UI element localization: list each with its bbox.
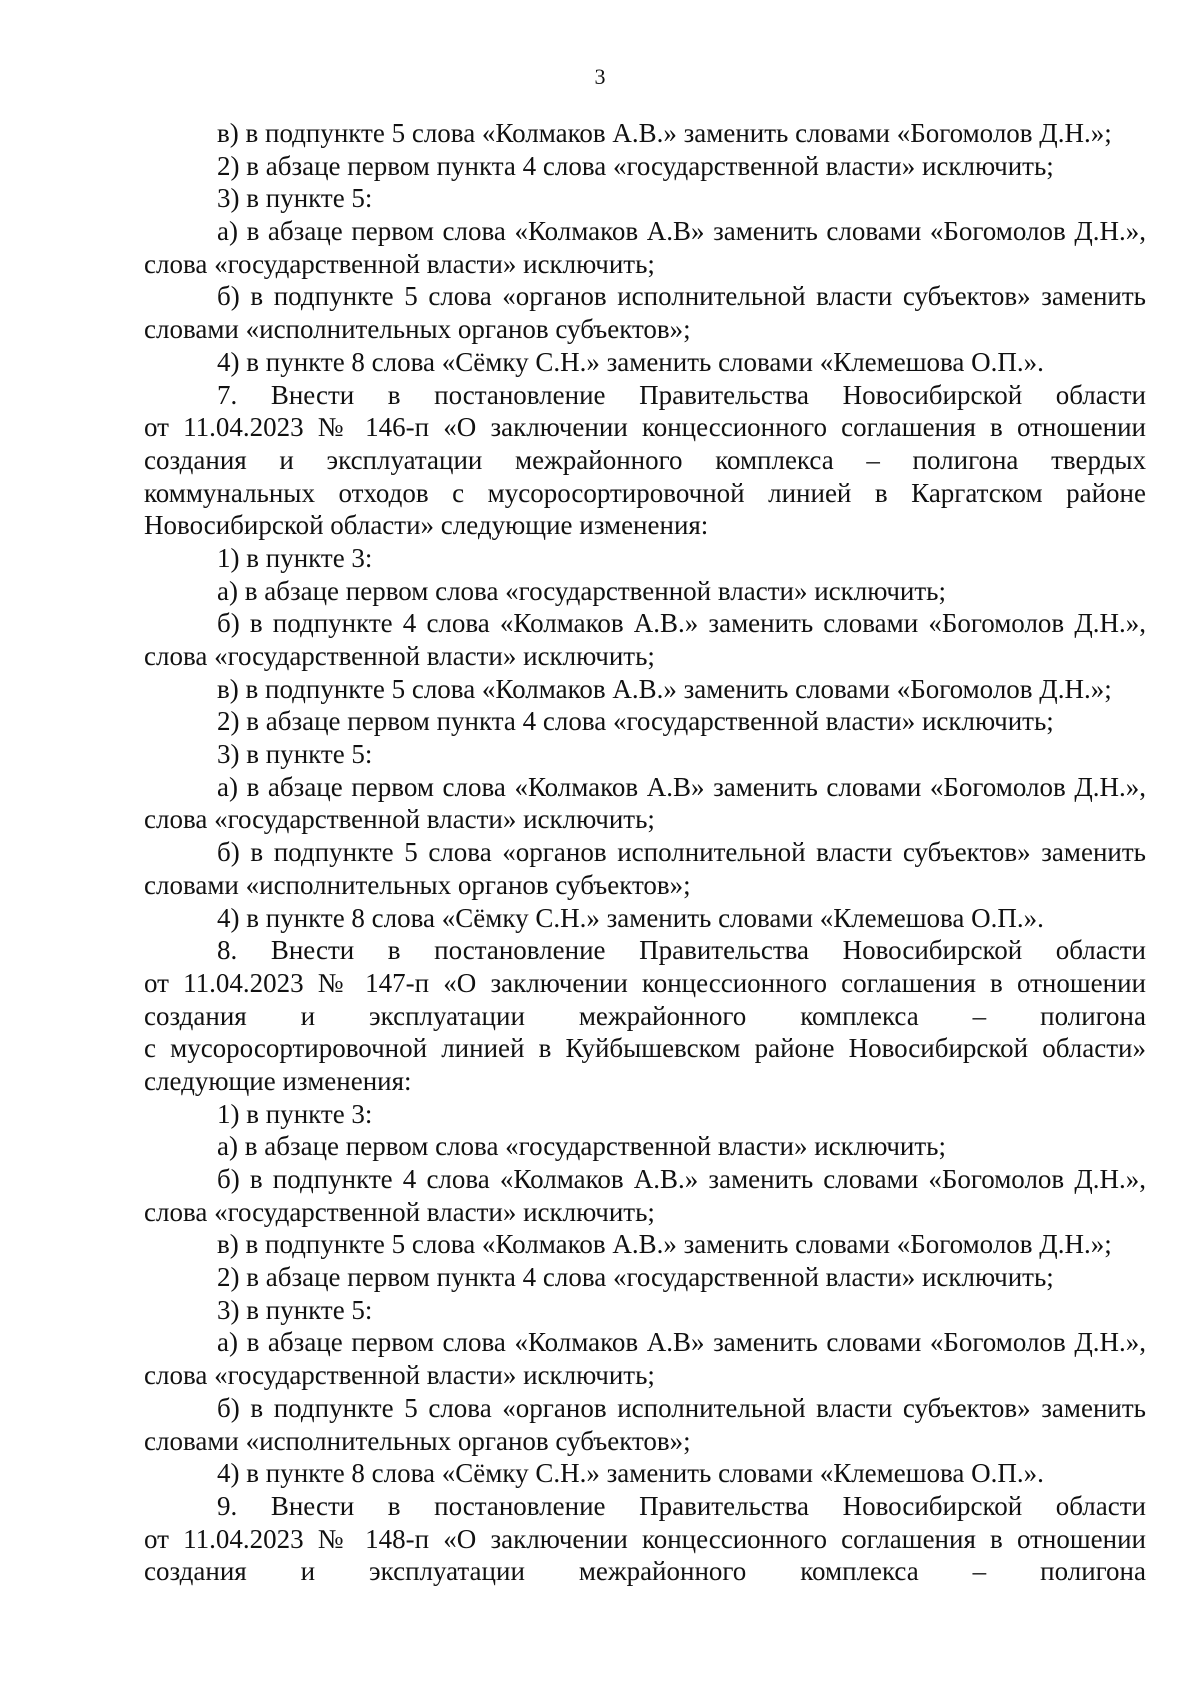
- text-line: а) в абзаце первом слова «Колмаков А.В» заменить словами «Богомолов Д.Н.»,: [217, 216, 1146, 247]
- text-line: 9. Внести в постановление Правительства Новосибирской области: [217, 1490, 1146, 1521]
- text-line: б) в подпункте 4 слова «Колмаков А.В.» заменить словами «Богомолов Д.Н.»,: [217, 1164, 1146, 1194]
- text-line: а) в абзаце первом слова «Колмаков А.В» заменить словами «Богомолов Д.Н.»,: [217, 771, 1146, 802]
- text-line: словами «исполнительных органов субъектов»;: [144, 869, 691, 900]
- text-line: 3) в пункте 5:: [217, 1294, 373, 1325]
- document-body: [144, 117, 1146, 1588]
- text-line: 2) в абзаце первом пункта 4 слова «государственной власти» исключить;: [217, 1262, 1054, 1293]
- text-line: создания и эксплуатации межрайонного комплекса – полигона: [144, 1556, 1146, 1587]
- text-line: 4) в пункте 8 слова «Сёмку С.Н.» заменить словами «Клемешова О.П.».: [217, 346, 1044, 377]
- text-line: 4) в пункте 8 слова «Сёмку С.Н.» заменить словами «Клемешова О.П.».: [217, 1458, 1044, 1489]
- text-line: словами «исполнительных органов субъектов»;: [144, 314, 691, 345]
- page-number: 3: [594, 64, 606, 89]
- text-line: 1) в пункте 3:: [217, 1098, 373, 1129]
- text-line: от 11.04.2023 № 146-п «О заключении концессионного соглашения в отношении: [144, 412, 1146, 443]
- text-line: 3) в пункте 5:: [217, 739, 373, 770]
- text-line: слова «государственной власти» исключить;: [144, 1196, 655, 1227]
- text-line: а) в абзаце первом слова «государственной власти» исключить;: [217, 575, 946, 606]
- text-line: а) в абзаце первом слова «государственной власти» исключить;: [217, 1131, 946, 1162]
- text-line: Новосибирской области» следующие изменения:: [144, 510, 709, 541]
- text-line: 2) в абзаце первом пункта 4 слова «государственной власти» исключить;: [217, 150, 1054, 181]
- text-line: 2) в абзаце первом пункта 4 слова «государственной власти» исключить;: [217, 706, 1054, 737]
- text-line: а) в абзаце первом слова «Колмаков А.В» заменить словами «Богомолов Д.Н.»,: [217, 1327, 1146, 1358]
- text-line: в) в подпункте 5 слова «Колмаков А.В.» заменить словами «Богомолов Д.Н.»;: [217, 1229, 1112, 1260]
- text-line: следующие изменения:: [144, 1065, 412, 1096]
- text-line: слова «государственной власти» исключить;: [144, 804, 655, 835]
- text-line: слова «государственной власти» исключить;: [144, 1360, 655, 1391]
- text-line: словами «исполнительных органов субъектов»;: [144, 1425, 691, 1456]
- text-line: 3) в пункте 5:: [217, 183, 373, 214]
- text-line: создания и эксплуатации межрайонного комплекса – полигона твердых: [144, 444, 1146, 475]
- text-line: от 11.04.2023 № 148-п «О заключении концессионного соглашения в отношении: [144, 1523, 1146, 1554]
- text-line: с мусоросортировочной линией в Куйбышевском районе Новосибирской области»: [144, 1033, 1146, 1064]
- text-line: создания и эксплуатации межрайонного комплекса – полигона: [144, 1000, 1146, 1031]
- text-line: б) в подпункте 5 слова «органов исполнительной власти субъектов» заменить: [217, 1392, 1146, 1423]
- text-line: слова «государственной власти» исключить;: [144, 641, 655, 671]
- text-line: б) в подпункте 4 слова «Колмаков А.В.» заменить словами «Богомолов Д.Н.»,: [217, 608, 1146, 639]
- text-line: коммунальных отходов с мусоросортировочной линией в Каргатском районе: [144, 477, 1146, 508]
- text-line: в) в подпункте 5 слова «Колмаков А.В.» заменить словами «Богомолов Д.Н.»;: [217, 118, 1112, 148]
- text-line: в) в подпункте 5 слова «Колмаков А.В.» заменить словами «Богомолов Д.Н.»;: [217, 673, 1112, 704]
- text-line: б) в подпункте 5 слова «органов исполнительной власти субъектов» заменить: [217, 837, 1146, 868]
- text-line: от 11.04.2023 № 147-п «О заключении концессионного соглашения в отношении: [144, 967, 1146, 998]
- text-line: 1) в пункте 3:: [217, 542, 373, 573]
- text-line: 7. Внести в постановление Правительства Новосибирской области: [217, 379, 1146, 410]
- text-line: 8. Внести в постановление Правительства Новосибирской области: [217, 935, 1146, 966]
- text-line: слова «государственной власти» исключить;: [144, 248, 655, 279]
- text-line: 4) в пункте 8 слова «Сёмку С.Н.» заменить словами «Клемешова О.П.».: [217, 902, 1044, 933]
- text-line: б) в подпункте 5 слова «органов исполнительной власти субъектов» заменить: [217, 281, 1146, 312]
